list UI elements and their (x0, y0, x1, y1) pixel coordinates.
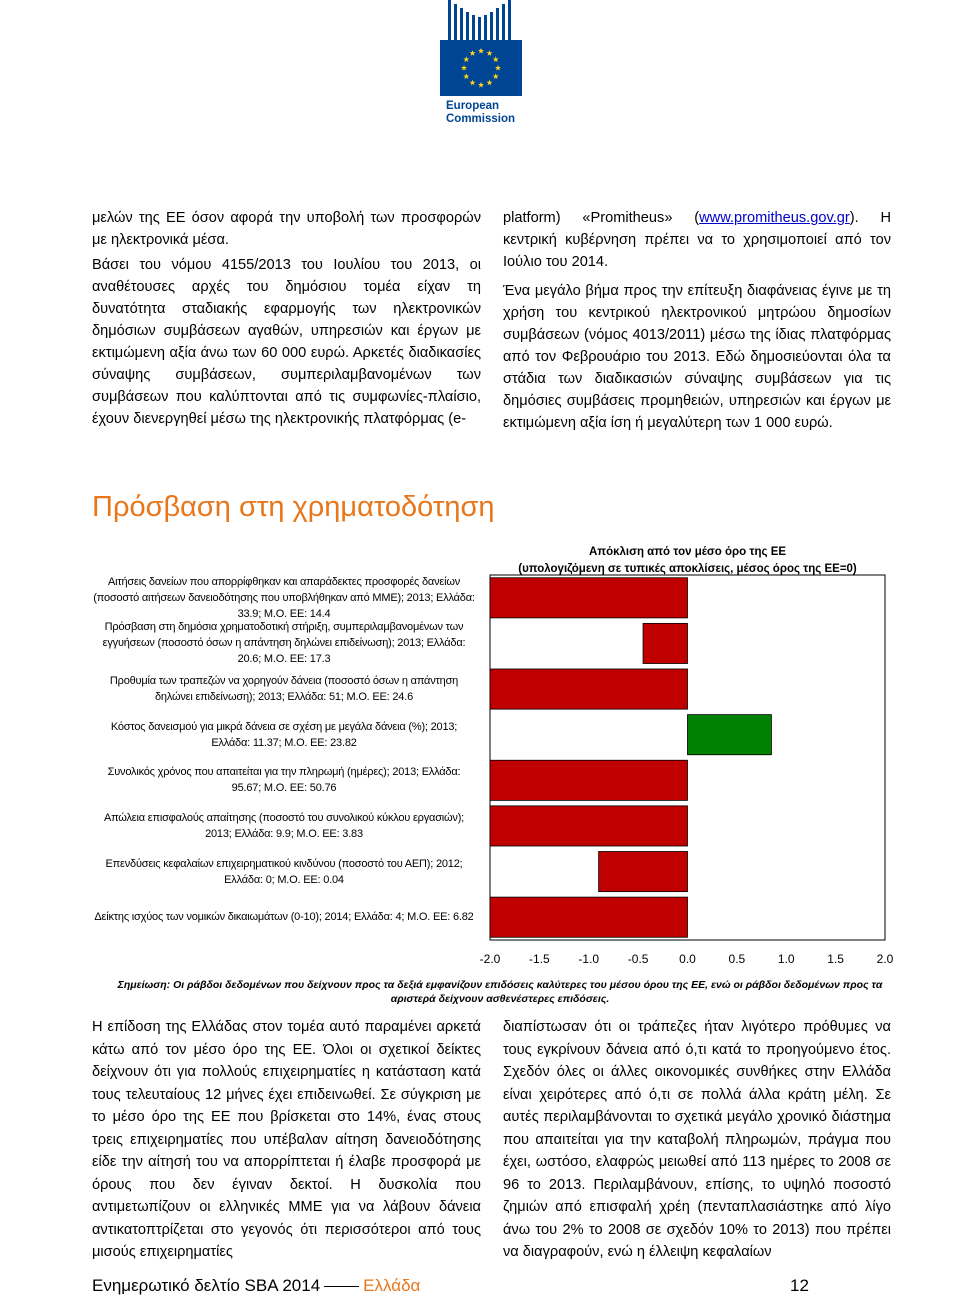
chart-category-label: Κόστος δανεισμού για μικρά δάνεια σε σχέση με μεγάλα δάνεια (%); 2013; Ελλάδα: 11.37; Μ.Ο. ΕΕ: 23.82 (110, 720, 458, 749)
footer-doc-title: Ενημερωτικό δελτίο SBA 2014 (92, 1276, 321, 1295)
eu-star (478, 82, 484, 88)
eu-stars-icon (440, 40, 522, 96)
chart-bar (643, 623, 687, 663)
berlaymont-building-icon (440, 0, 522, 40)
chart-bar (599, 851, 688, 891)
eu-star (486, 50, 492, 56)
chart-category-label: Πρόσβαση στη δημόσια χρηματοδοτική στήριξη, συμπεριλαμβανομένων των εγγυήσεων (ποσοστό όσων η απάντηση δηλώνει επιδείνωση); 2013; Ελλάδα: 20.6; Μ.Ο. ΕΕ: 17.3 (102, 621, 466, 666)
chart-bar (490, 806, 688, 846)
analysis-left-column: Η επίδοση της Ελλάδας στον τομέα αυτό παραμένει αρκετά κάτω από τον μέσο όρο της ΕΕ. Όλοι οι σχετικοί δείκτες δείχνουν ότι για πολλούς επιχειρηματίες η κατάσταση κατά τους τελευταίους 12 μήνες έχει επιδεινωθεί. Σε σύγκριση με το μέσο όρο της ΕΕ που βρίσκεται στο 14%, ένας στους τρεις επιχειρηματίες που υπέβαλαν αίτηση δανειοδότησης είδε την αίτησή του να απορρίπτεται ή έλαβε προσφορά με όρους που δεν έγιναν δεκτοί. Η δυσκολία που αντιμετωπίζουν οι ελληνικές ΜΜΕ για να λάβουν δάνεια αντικατοπτρίζεται στο γεγονός ότι περισσότεροι από τους μισούς επιχειρηματίες (92, 1019, 481, 1260)
brand-line-2: Commission (446, 113, 516, 125)
chart-title-block (490, 544, 885, 578)
chart-bar (490, 897, 688, 937)
promitheus-link[interactable]: www.promitheus.gov.gr (699, 210, 850, 226)
intro-right-text-end: ). Η κεντρική κυβέρνηση πρέπει να το χρησιμοποιεί από τον Ιούλιο του 2014. (503, 210, 891, 270)
eu-star (493, 56, 499, 62)
european-commission-logo (440, 0, 522, 136)
eu-star (493, 73, 499, 79)
chart-tick-label: 1.0 (777, 952, 795, 966)
chart-bar (688, 715, 772, 755)
footer-title (92, 1276, 420, 1296)
page-number: 12 (790, 1276, 809, 1295)
brand-line-1: European (446, 100, 500, 112)
chart-tick-label: -1.5 (529, 952, 550, 966)
eu-star (478, 48, 484, 54)
footer-dash (324, 1286, 359, 1287)
chart-bar (490, 578, 688, 618)
section-heading: Πρόσβαση στη χρηματοδότηση (92, 491, 495, 523)
chart-category-label: Επενδύσεις κεφαλαίων επιχειρηματικού κινδύνου (ποσοστό του ΑΕΠ); 2012; Ελλάδα: 0; Μ.Ο. ΕΕ: 0.04 (105, 857, 463, 886)
intro-right-column (503, 207, 891, 434)
chart-tick-label: -2.0 (479, 952, 501, 966)
chart-category-label: Προθυμία των τραπεζών να χορηγούν δάνεια (ποσοστό όσων η απάντηση δηλώνει επιδείνωση); 2013; Ελλάδα: 51; Μ.Ο. ΕΕ: 24.6 (109, 675, 459, 704)
eu-star (463, 56, 469, 62)
chart-tick-label: -1.0 (578, 952, 600, 966)
eu-flag (440, 40, 522, 96)
footer-country: Ελλάδα (363, 1276, 421, 1295)
eu-star (469, 50, 475, 56)
chart-category-label: Δείκτης ισχύος των νομικών δικαιωμάτων (0-10); 2014; Ελλάδα: 4; Μ.Ο. ΕΕ: 6.82 (94, 911, 474, 924)
brand-text (440, 96, 522, 136)
intro-left-paragraph-2: Βάσει του νόμου 4155/2013 του Ιουλίου του 2013, οι αναθέτουσες αρχές του δημόσιου τομέα είχαν τη δυνατότητα σταδιακής εφαρμογής των ηλεκτρονικών δημόσιων συμβάσεων αγαθών, υπηρεσιών και έργων με εκτιμώμενη αξία άνω των 60 000 ευρώ. Αρκετές διαδικασίες σύναψης συμβάσεων, συμπεριλαμβανομένων των συμβάσεων που καλύπτονται από τις συμφωνίες-πλαίσιο, έχουν διενεργηθεί μέσω της ηλεκτρονικής πλατφόρμας (e- (92, 257, 481, 427)
chart-tick-label: 0.0 (679, 952, 696, 966)
chart-tick-label: -0.5 (627, 952, 649, 966)
chart-category-label: Απώλεια επισφαλούς απαίτησης (ποσοστό του συνολικού κύκλου εργασιών); 2013; Ελλάδα: 9.9; Μ.Ο. ΕΕ: 3.83 (103, 811, 465, 840)
chart-subtitle: (υπολογιζόμενη σε τυπικές αποκλίσεις, μέσος όρος της ΕΕ=0) (518, 563, 857, 575)
chart-bar (490, 669, 688, 709)
eu-star (486, 80, 492, 86)
chart-category-label: Συνολικός χρόνος που απαιτείται για την πληρωμή (ημέρες); 2013; Ελλάδα: 95.67; Μ.Ο. ΕΕ: 50.76 (107, 766, 461, 795)
chart-tick-label: 2.0 (876, 952, 894, 966)
chart-category-label: Αιτήσεις δανείων που απορρίφθηκαν και απαράδεκτες προσφορές δανείων (ποσοστό αιτήσεων δανειοδότησης που υποβλήθηκαν από ΜΜΕ); 2013; Ελλάδα: 33.9; Μ.Ο. ΕΕ: 14.4 (93, 575, 475, 620)
chart-tick-label: 1.5 (827, 952, 844, 966)
chart-plot-frame (490, 575, 885, 940)
chart-title: Απόκλιση από τον μέσο όρο της ΕΕ (588, 546, 787, 558)
chart-bar (490, 760, 688, 800)
eu-star (461, 65, 467, 71)
intro-left-paragraph-1: μελών της ΕΕ όσον αφορά την υποβολή των προσφορών με ηλεκτρονικά μέσα. (92, 210, 481, 248)
intro-right-paragraph-2: Ένα μεγάλο βήμα προς την επίτευξη διαφάνειας έγινε με τη χρήση του κεντρικού ηλεκτρονικού μητρώου δημοσίων συμβάσεων (νόμος 4013/2011) μέσω της ίδιας πλατφόρμας από τον Φεβρουάριο του 2013. Εδώ δημοσιεύονται όλα τα στάδια των διαδικασιών σύναψης συμβάσεων για τις δημόσιες συμβάσεις προμηθειών, υπηρεσιών και έργων με εκτιμώμενη αξία ίση ή μεγαλύτερη των 1 000 ευρώ. (503, 283, 891, 431)
intro-right-paragraph-1 (503, 207, 891, 273)
chart-tick-label: 0.5 (728, 952, 746, 966)
eu-star (463, 73, 469, 79)
intro-left-column (92, 207, 481, 430)
eu-star (469, 80, 475, 86)
chart-note: Σημείωση: Οι ράβδοι δεδομένων που δείχνουν προς τα δεξιά εμφανίζουν επιδόσεις καλύτερες του μέσου όρου της ΕΕ, ενώ οι ράβδοι δεδομένων προς τα αριστερά δείχνουν ασθενέστερες επιδόσεις. (117, 979, 883, 1005)
analysis-right-column: διαπίστωσαν ότι οι τράπεζες ήταν λιγότερο πρόθυμες να τους εγκρίνουν δάνεια από ό,τι κατά το προηγούμενο έτος. Σχεδόν όλες οι άλλες οικονομικές συνθήκες στην Ελλάδα είναι χειρότερες από ό,τι σε πολλά άλλα κράτη μέλη. Σε αυτές περιλαμβάνονται το σχετικά μεγάλο χρονικό διάστημα που απαιτείται για την καταβολή πληρωμών, πράγμα που έχει, ωστόσο, ελαφρώς μειωθεί από 113 ημέρες το 2008 σε 96 το 2013. Περιλαμβάνουν, επίσης, το υψηλό ποσοστό ζημιών από επισφαλή χρέη (πενταπλασιάστηκε από λίγο άνω του 2% το 2008 σε σχεδόν 10% το 2013) που πρέπει να διαγραφούν, ενώ η έλλειψη κεφαλαίων (503, 1019, 891, 1260)
eu-star (495, 65, 501, 71)
intro-right-text-start: platform) «Promitheus» ( (503, 210, 700, 226)
